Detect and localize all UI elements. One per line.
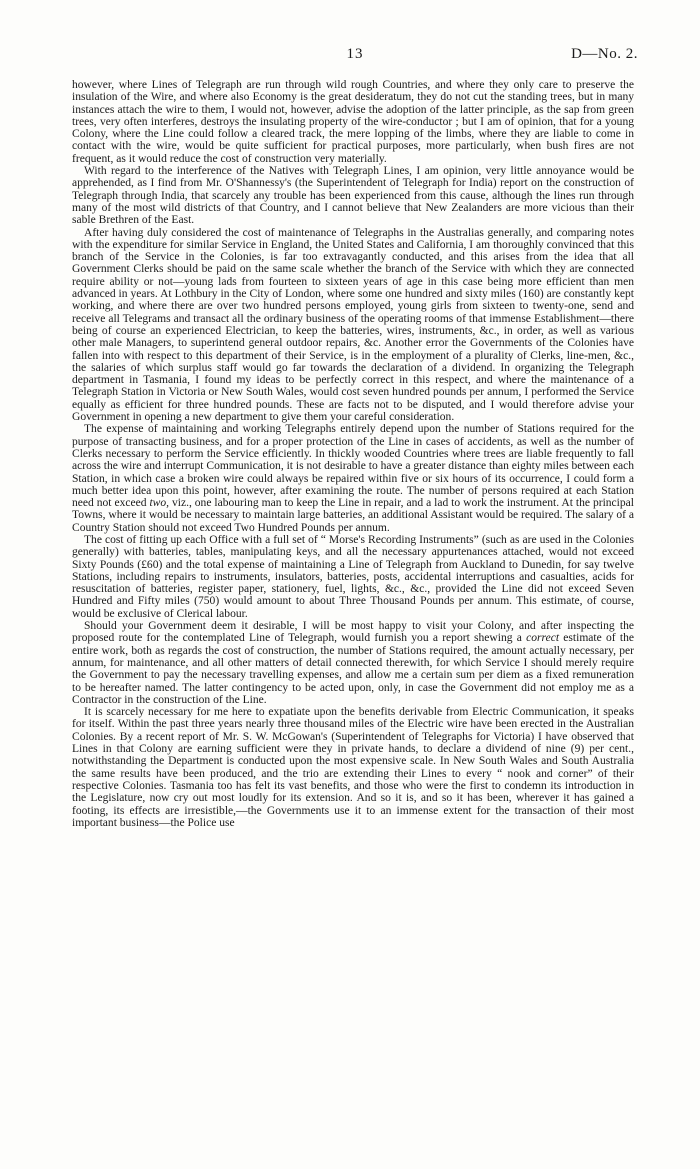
page-number: 13	[346, 46, 364, 62]
paragraph-natives	[72, 165, 634, 226]
paragraph-text: however, where Lines of Telegraph are run through wild rough Countries, and where they only care to preserve the insulation of the Wire, and where also Economy is the great desideratum, they do not cut the standing trees, but in many instances attach the wire to them, I would not, however, advise the adoption of the latter principle, as the sap from green trees, very often interferes, destroys the insulating property of the wire-conductor ; but I am of opinion, that for a young Colony, where the Line could follow a cleared track, the mere lopping of the limbs, where they are liable to come in contact with the wire, would be quite sufficient for practical purposes, more particularly, when bush fires are not frequent, as it would reduce the cost of construction very materially.	[72, 79, 634, 165]
paragraph-text: The expense of maintaining and working Telegraphs entirely depend upon the number of Stations required for the purpose of transacting business, and for a proper protection of the Line in cases of accidents, as well as the number of Clerks necessary to perform the Service efficiently. In thickly wooded Countries where trees are liable frequently to fall across the wire and interrupt Communication, it is not desirable to have a greater distance than eighty miles between each Station, in which case a broken wire could always be repaired within five or six hours of its occurrence, I could form a much better idea upon this point, however, after examining the route. The number of persons required at each Station need not exceed	[72, 423, 634, 510]
paragraph-visit-offer	[72, 620, 634, 706]
paragraph-text: Should your Government deem it desirable, I will be most happy to visit your Colony, and after inspecting the proposed route for the contemplated Line of Telegraph, would furnish you a report shewing a	[72, 620, 634, 645]
paragraph-text: It is scarcely necessary for me here to expatiate upon the benefits derivable from Electric Communication, it speaks for itself. Within the past three years nearly three thousand miles of the Electric wire have been erected in the Australian Colonies. By a recent report of Mr. S. W. McGowan's (Superintendent of Telegraphs for Victoria) I have observed that Lines in that Colony are earning sufficient were they in private hands, to declare a dividend of nine (9) per cent., notwithstanding the Department is conducted upon the most expensive scale. In New South Wales and South Australia the same results have been produced, and the trio are extending their Lines to every “ nook and corner” of their respective Colonies. Tasmania too has felt its vast benefits, and those who were the first to condemn its introduction in the Legislature, now cry out most loudly for its extension. And so it is, and so it has been, wherever it has gained a footing, its effects are irresistible,—the Governments use it to an immense extent for the transaction of their most important business—the Police use	[72, 706, 634, 829]
emphasis-text: two,	[149, 497, 170, 510]
paragraph-trees	[72, 79, 634, 165]
paragraph-benefits	[72, 706, 634, 829]
paragraph-text: After having duly considered the cost of maintenance of Telegraphs in the Australias generally, and comparing notes with the expenditure for similar Service in England, the United States and California, I am thoroughly convinced that this branch of the Service in the Colonies, is far too extravagantly conducted, and this arises from the idea that all Government Clerks should be paid on the same scale whether the branch of the Service with which they are connected require ability or not—young lads from fourteen to sixteen years of age in this case being more efficient than men advanced in years. At Lothbury in the City of London, where some one hundred and sixty miles (160) are constantly kept working, and where there are over two hundred persons employed, young girls from sixteen to twenty-one, send and receive all Telegrams and transact all the ordinary business of the operating rooms of that immense Establishment—there being of course an experienced Electrician, to keep the batteries, wires, instruments, &c., in order, as well as various other male Managers, to superintend general outdoor repairs, &c. Another error the Governments of the Colonies have fallen into with respect to this department of their Service, is in the employment of a plurality of Clerks, line-men, &c., the salaries of which surplus staff would go far towards the declaration of a dividend. In organizing the Telegraph department in Tasmania, I found my ideas to be perfectly correct in this respect, and where the maintenance of a Telegraph Station in Victoria or New South Wales, would cost seven hundred pounds per annum, I performed the Service equally as efficient for three hundred pounds. These are facts not to be disputed, and I would therefore advise your Government in opening a new department to give them your careful consideration.	[72, 226, 634, 424]
paragraph-stations	[72, 423, 634, 534]
body-text	[72, 79, 634, 829]
paragraph-text: viz., one labouring man to keep the Line in repair, and a lad to work the instrument. At the principal Towns, where it would be necessary to maintain large batteries, an additional Assistant would be required. The salary of a Country Station should not exceed Two Hundred Pounds per annum.	[72, 497, 634, 534]
emphasis-text: correct	[526, 632, 560, 645]
paragraph-text: estimate of the entire work, both as regards the cost of construction, the number of Stations required, the amount actually necessary, per annum, for maintenance, and all other matters of detail connected therewith, for which Service I should merely require the Government to pay the necessary travelling expenses, and allow me a certain sum per diem as a fixed remuneration to be hereafter named. The latter contingency to be acted upon, only, in case the Government did not employ me as a Contractor in the construction of the Line.	[72, 632, 634, 706]
paragraph-text: The cost of fitting up each Office with a full set of “ Morse's Recording Instruments” (such as are used in the Colonies generally) with batteries, tables, manipulating keys, and all the necessary appurtenances attached, would not exceed Sixty Pounds (£60) and the total expense of maintaining a Line of Telegraph from Auckland to Dunedin, for say twelve Stations, including repairs to instruments, insulators, batteries, posts, accidental interruptions and casualties, acids for resuscitation of batteries, register paper, stationery, fuel, lights, &c., &c., provided the Line did not exceed Seven Hundred and Fifty miles (750) would amount to about Three Thousand Pounds per annum. This estimate, of course, would be exclusive of Clerical labour.	[72, 533, 634, 620]
paragraph-office-fitting	[72, 534, 634, 620]
document-reference: D—No. 2.	[571, 46, 638, 62]
page-header	[72, 46, 638, 68]
paragraph-maintenance-cost	[72, 227, 634, 424]
paragraph-text: With regard to the interference of the Natives with Telegraph Lines, I am opinion, very little annoyance would be apprehended, as I find from Mr. O'Shannessy's (the Superintendent of Telegraph for India) report on the construction of Telegraph through India, that scarcely any trouble has been experienced from this cause, although the lines run through many of the most wild districts of that Country, and I cannot believe that New Zealanders are more vicious than their sable Brethren of the East.	[72, 165, 634, 227]
